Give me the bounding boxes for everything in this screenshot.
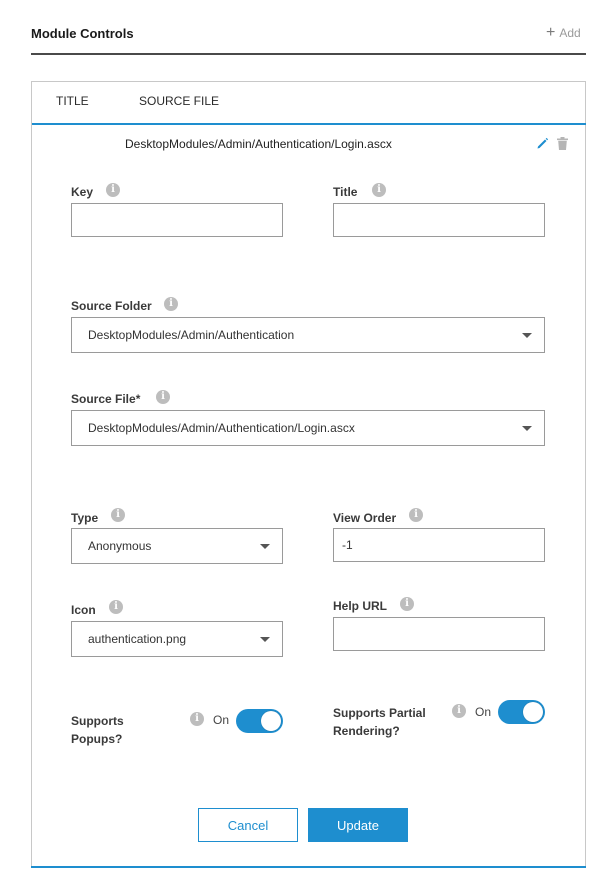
key-label: Key bbox=[71, 185, 94, 199]
info-icon[interactable]: i bbox=[164, 297, 178, 311]
plus-icon: + bbox=[546, 24, 556, 41]
chevron-down-icon bbox=[522, 333, 532, 338]
info-icon[interactable]: i bbox=[409, 508, 423, 522]
table-row-source-file: DesktopModules/Admin/Authentication/Login.ascx bbox=[125, 137, 392, 151]
info-icon[interactable]: i bbox=[190, 712, 204, 726]
source-folder-value: DesktopModules/Admin/Authentication bbox=[88, 328, 295, 342]
supports-partial-rendering-toggle[interactable] bbox=[498, 700, 545, 724]
source-folder-select[interactable] bbox=[71, 317, 545, 353]
key-input[interactable] bbox=[71, 203, 283, 237]
icon-select[interactable] bbox=[71, 621, 283, 657]
source-file-value: DesktopModules/Admin/Authentication/Login.ascx bbox=[88, 421, 355, 435]
supports-partial-label-line1: Supports Partial bbox=[333, 706, 426, 720]
supports-partial-state: On bbox=[475, 705, 492, 719]
table-header-divider bbox=[32, 123, 586, 125]
section-title: Module Controls bbox=[31, 26, 134, 41]
chevron-down-icon bbox=[260, 544, 270, 549]
icon-value: authentication.png bbox=[88, 632, 187, 646]
chevron-down-icon bbox=[260, 637, 270, 642]
icon-label: Icon bbox=[71, 603, 96, 617]
title-label: Title bbox=[333, 185, 358, 199]
update-button[interactable]: Update bbox=[308, 808, 408, 842]
add-button-label: Add bbox=[559, 26, 581, 40]
supports-popups-state: On bbox=[213, 713, 230, 727]
info-icon[interactable]: i bbox=[400, 597, 414, 611]
supports-popups-label bbox=[71, 712, 124, 748]
info-icon[interactable]: i bbox=[372, 183, 386, 197]
toggle-knob bbox=[523, 702, 543, 722]
supports-popups-toggle[interactable] bbox=[236, 709, 283, 733]
header-divider bbox=[31, 53, 586, 55]
pencil-icon[interactable] bbox=[536, 137, 549, 150]
help-url-input[interactable] bbox=[333, 617, 545, 651]
type-value: Anonymous bbox=[88, 539, 152, 553]
info-icon[interactable]: i bbox=[111, 508, 125, 522]
supports-partial-rendering-label bbox=[333, 704, 426, 740]
column-header-source-file: SOURCE FILE bbox=[139, 94, 220, 108]
help-url-label: Help URL bbox=[333, 599, 387, 613]
view-order-input[interactable]: -1 bbox=[333, 528, 545, 562]
trash-icon[interactable] bbox=[557, 137, 568, 150]
toggle-knob bbox=[261, 711, 281, 731]
info-icon[interactable]: i bbox=[109, 600, 123, 614]
cancel-button[interactable]: Cancel bbox=[198, 808, 298, 842]
source-file-label: Source File* bbox=[71, 392, 141, 406]
column-header-title: TITLE bbox=[56, 94, 89, 108]
chevron-down-icon bbox=[522, 426, 532, 431]
info-icon[interactable]: i bbox=[156, 390, 170, 404]
info-icon[interactable]: i bbox=[106, 183, 120, 197]
type-label: Type bbox=[71, 511, 99, 525]
module-control-panel bbox=[31, 81, 586, 868]
source-file-select[interactable] bbox=[71, 410, 545, 446]
supports-popups-label-line2: Popups? bbox=[71, 732, 123, 746]
view-order-label: View Order bbox=[333, 511, 397, 525]
supports-popups-label-line1: Supports bbox=[71, 714, 124, 728]
source-folder-label: Source Folder bbox=[71, 299, 152, 313]
supports-partial-label-line2: Rendering? bbox=[333, 724, 400, 738]
type-select[interactable] bbox=[71, 528, 283, 564]
panel-bottom-border bbox=[31, 866, 586, 868]
info-icon[interactable]: i bbox=[452, 704, 466, 718]
title-input[interactable] bbox=[333, 203, 545, 237]
add-button[interactable] bbox=[546, 26, 581, 40]
